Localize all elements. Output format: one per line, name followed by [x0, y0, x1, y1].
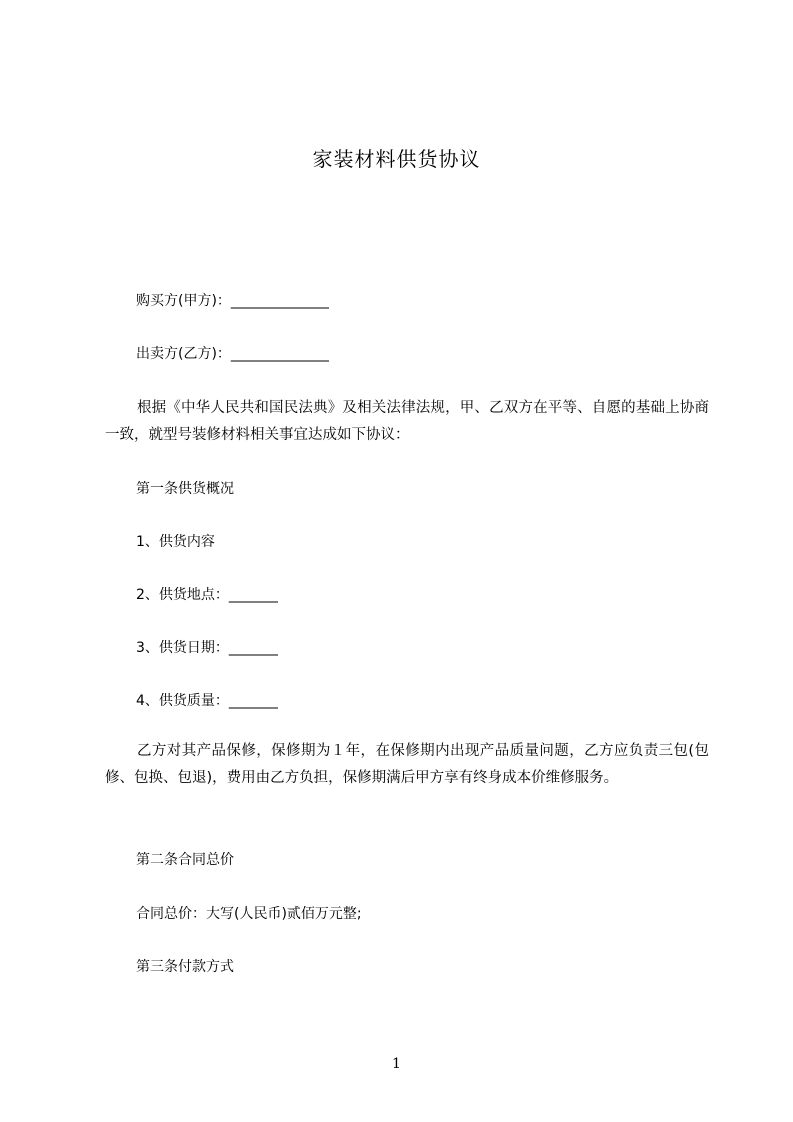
warranty-paragraph: 乙方对其产品保修，保修期为１年，在保修期内出现产品质量问题，乙方应负责三包(包修、包换、包退)，费用由乙方负担，保修期满后甲方享有终身成本价维修服务。	[105, 743, 709, 786]
article-3-heading: 第三条付款方式	[136, 959, 234, 975]
buyer-line: 购买方(甲方)：______________	[136, 293, 329, 309]
article-2-heading: 第二条合同总价	[136, 852, 234, 868]
total-price-line: 合同总价：大写(人民币)贰佰万元整;	[136, 906, 362, 922]
page-number: 1	[392, 1056, 401, 1072]
supply-item-content: 1、供货内容	[136, 534, 215, 550]
supply-item-date: 3、供货日期：_______	[136, 640, 278, 656]
article-1-heading: 第一条供货概况	[136, 481, 234, 497]
supply-item-location: 2、供货地点：_______	[136, 587, 278, 603]
intro-paragraph: 根据《中华人民共和国民法典》及相关法律法规，甲、乙双方在平等、自愿的基础上协商一致，就型号装修材料相关事宜达成如下协议：	[105, 400, 709, 443]
supply-item-quality: 4、供货质量：_______	[136, 693, 278, 709]
document-title: 家装材料供货协议	[312, 147, 481, 171]
seller-line: 出卖方(乙方)：______________	[136, 346, 329, 362]
